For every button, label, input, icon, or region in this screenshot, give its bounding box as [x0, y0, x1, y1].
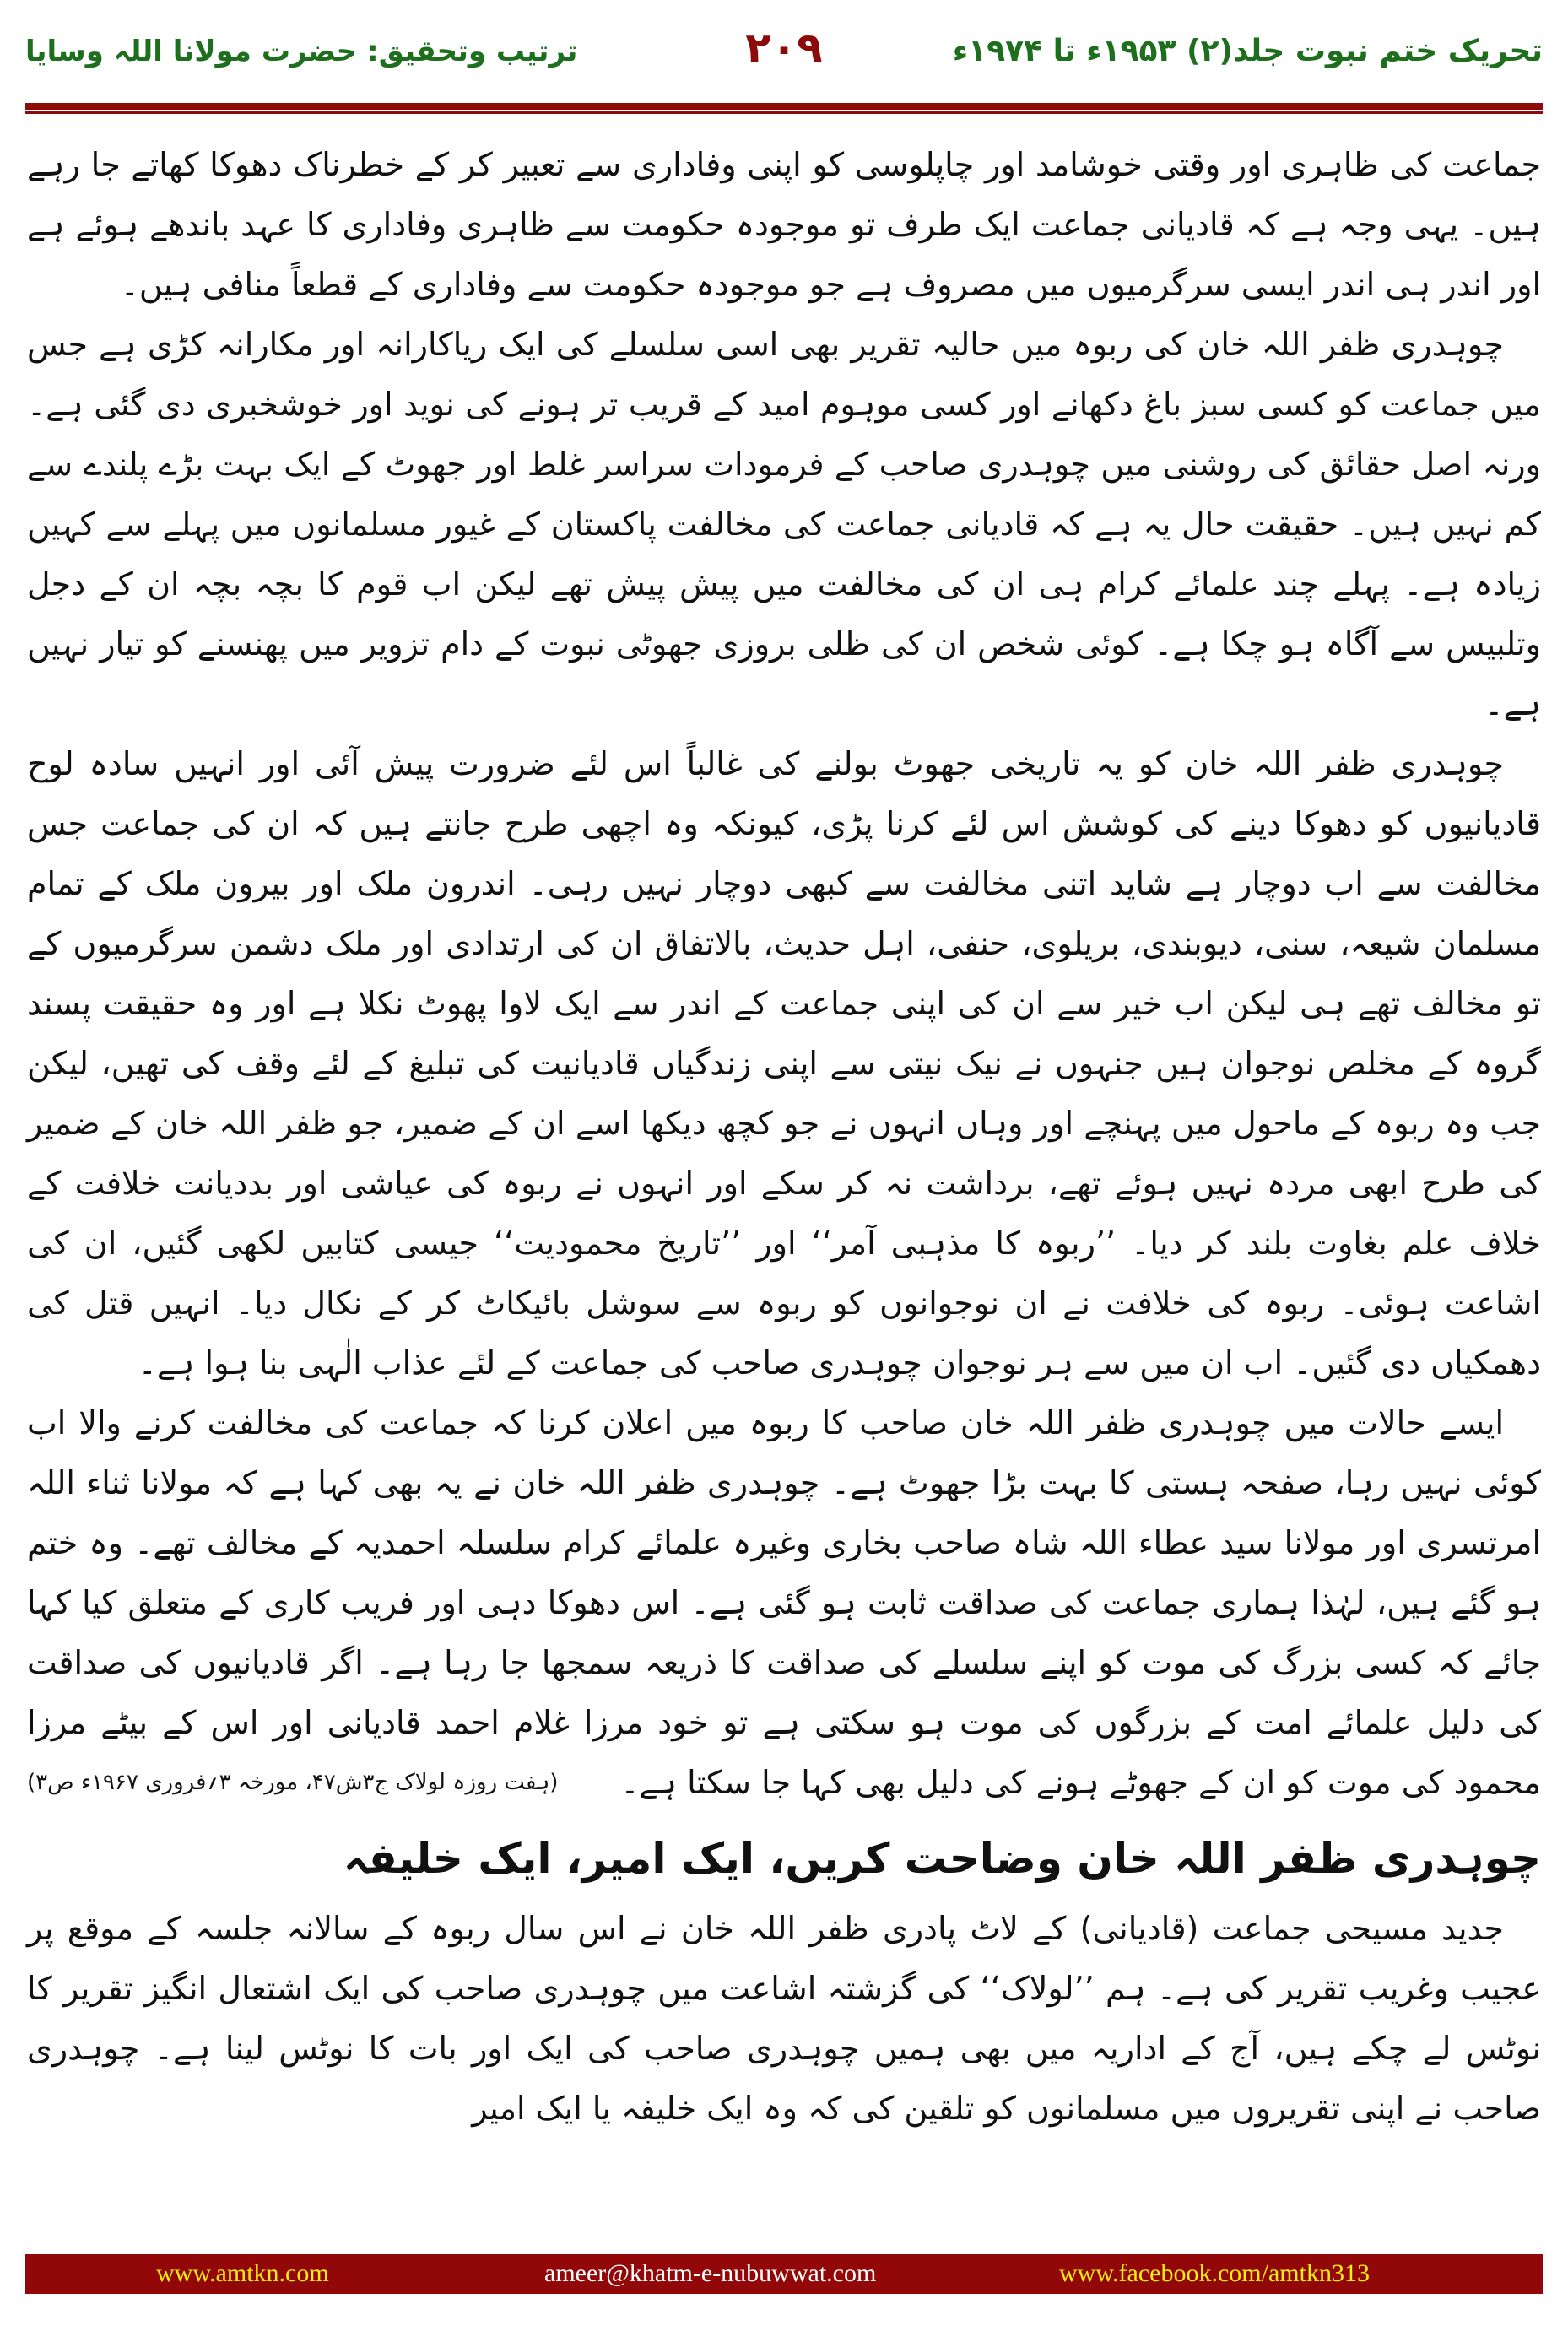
compiler-credit: ترتیب وتحقیق: حضرت مولانا اللہ وسایا — [25, 35, 578, 68]
page-body — [27, 135, 1541, 2139]
facebook-link[interactable]: www.facebook.com/amtkn313 — [1059, 2259, 1370, 2287]
header-rule-thick — [25, 103, 1543, 110]
website-link[interactable]: www.amtkn.com — [156, 2259, 329, 2287]
header-rule-thin — [25, 111, 1543, 114]
page-number: ۲۰۹ — [745, 24, 823, 73]
page-header — [25, 17, 1543, 93]
paragraph: جدید مسیحی جماعت (قادیانی) کے لاٹ پادری ظفر اللہ خان نے اس سال ربوہ کے سالانہ جلسہ کے موقع پر عجیب وغریب تقریر کی ہے۔ ہم ’’لولاک‘‘ کی گزشتہ اشاعت میں چوہدری صاحب کی ایک اشتعال انگیز تقریر کا نوٹس لے چکے ہیں، آج کے اداریہ میں بھی ہمیں چوہدری صاحب کی ایک اور بات کا نوٹس لینا ہے۔ چوہدری صاحب نے اپنی تقریروں میں مسلمانوں کو تلقین کی کہ وہ ایک خلیفہ یا ایک امیر — [27, 1910, 1542, 2127]
section-heading: چوہدری ظفر اللہ خان وضاحت کریں، ایک امیر، ایک خلیفہ — [343, 1834, 1541, 1883]
footer-bar — [25, 2254, 1543, 2294]
paragraph: ایسے حالات میں چوہدری ظفر اللہ خان صاحب کا ربوہ میں اعلان کرنا کہ جماعت کی مخالفت کرنے والا اب کوئی نہیں رہا، صفحہ ہستی کا بہت بڑا جھوٹ ہے۔ چوہدری ظفر اللہ خان نے یہ بھی کہا ہے کہ مولانا ثناء اللہ امرتسری اور مولانا سید عطاء اللہ شاہ صاحب بخاری وغیرہ علمائے کرام سلسلہ احمدیہ کے مخالف تھے۔ وہ ختم ہو گئے ہیں، لہٰذا ہماری جماعت کی صداقت ثابت ہو گئی ہے۔ اس دھوکا دہی اور فریب کاری کے متعلق کیا کہا جائے کہ کسی بزرگ کی موت کو اپنے سلسلے کی صداقت کا ذریعہ سمجھا جا رہا ہے۔ اگر قادیانیوں کی صداقت کی دلیل علمائے امت کے بزرگوں کی موت ہو سکتی ہے تو خود مرزا غلام احمد قادیانی اور اس کے بیٹے مرزا محمود کی موت کو ان کے جھوٹے ہونے کی دلیل بھی کہا جا سکتا ہے۔ — [27, 1404, 1541, 1801]
email-link[interactable]: ameer@khatm-e-nubuwwat.com — [544, 2259, 877, 2287]
paragraph: جماعت کی ظاہری اور وقتی خوشامد اور چاپلوسی کو اپنی وفاداری سے تعبیر کر کے خطرناک دھوکا کھاتے جا رہے ہیں۔ یہی وجہ ہے کہ قادیانی جماعت ایک طرف تو موجودہ حکومت سے ظاہری وفاداری کا عہد باندھے ہوئے ہے اور اندر ہی اندر ایسی سرگرمیوں میں مصروف ہے جو موجودہ حکومت سے وفاداری کے قطعاً منافی ہیں۔ — [27, 146, 1541, 303]
paragraph: چوہدری ظفر اللہ خان کی ربوہ میں حالیہ تقریر بھی اسی سلسلے کی ایک ریاکارانہ اور مکارانہ کڑی ہے جس میں جماعت کو کسی سبز باغ دکھانے اور کسی موہوم امید کے قریب تر ہونے کی نوید اور خوشخبری دی گئی ہے۔ ورنہ اصل حقائق کی روشنی میں چوہدری صاحب کے فرمودات سراسر غلط اور جھوٹ کے ایک بہت بڑے پلندے سے کم نہیں ہیں۔ حقیقت حال یہ ہے کہ قادیانی جماعت کی مخالفت پاکستان کے غیور مسلمانوں میں پہلے سے کہیں زیادہ ہے۔ پہلے چند علمائے کرام ہی ان کی مخالفت میں پیش پیش تھے لیکن اب قوم کا بچہ بچہ ان کے دجل وتلبیس سے آگاہ ہو چکا ہے۔ کوئی شخص ان کی ظلی بروزی جھوٹی نبوت کے دام تزویر میں پھنسنے کو تیار نہیں ہے۔ — [27, 326, 1541, 722]
citation: (ہفت روزہ لولاک ج۳ش۴۷، مورخہ ۳؍فروری ۱۹۶۷ء ص۳) — [27, 1770, 559, 1795]
paragraph: چوہدری ظفر اللہ خان کو یہ تاریخی جھوٹ بولنے کی غالباً اس لئے ضرورت پیش آئی اور انہیں سادہ لوح قادیانیوں کو دھوکا دینے کی کوشش اس لئے کرنا پڑی، کیونکہ وہ اچھی طرح جانتے ہیں کہ ان کی جماعت جس مخالفت سے اب دوچار ہے شاید اتنی مخالفت سے کبھی دوچار نہیں رہی۔ اندرون ملک اور بیرون ملک کے تمام مسلمان شیعہ، سنی، دیوبندی، بریلوی، حنفی، اہل حدیث، بالاتفاق ان کی ارتدادی اور ملک دشمن سرگرمیوں کے تو مخالف تھے ہی لیکن اب خیر سے ان کی اپنی جماعت کے اندر سے ایک لاوا پھوٹ نکلا ہے اور وہ حقیقت پسند گروہ کے مخلص نوجوان ہیں جنہوں نے نیک نیتی سے اپنی زندگیاں قادیانیت کی تبلیغ کے لئے وقف کی تھیں، لیکن جب وہ ربوہ کے ماحول میں پہنچے اور وہاں انہوں نے جو کچھ دیکھا اسے ان کے ضمیر، جو ظفر اللہ خان کے ضمیر کی طرح ابھی مردہ نہیں ہوئے تھے، برداشت نہ کر سکے اور انہوں نے ربوہ کی عیاشی اور بددیانت خلافت کے خلاف علم بغاوت بلند کر دیا۔ ’’ربوہ کا مذہبی آمر‘‘ اور ’’تاریخ محمودیت‘‘ جیسی کتابیں لکھی گئیں، ان کی اشاعت ہوئی۔ ربوہ کی خلافت نے ان نوجوانوں کو ربوہ سے سوشل بائیکاٹ کر کے نکال دیا۔ انہیں قتل کی دھمکیاں دی گئیں۔ اب ان میں سے ہر نوجوان چوہدری صاحب کی جماعت کے لئے عذاب الٰہی بنا ہوا ہے۔ — [27, 745, 1541, 1382]
book-title: تحریک ختم نبوت جلد(۲) ۱۹۵۳ء تا ۱۹۷۴ء — [952, 34, 1543, 68]
paragraph-with-citation — [27, 1393, 1541, 1813]
